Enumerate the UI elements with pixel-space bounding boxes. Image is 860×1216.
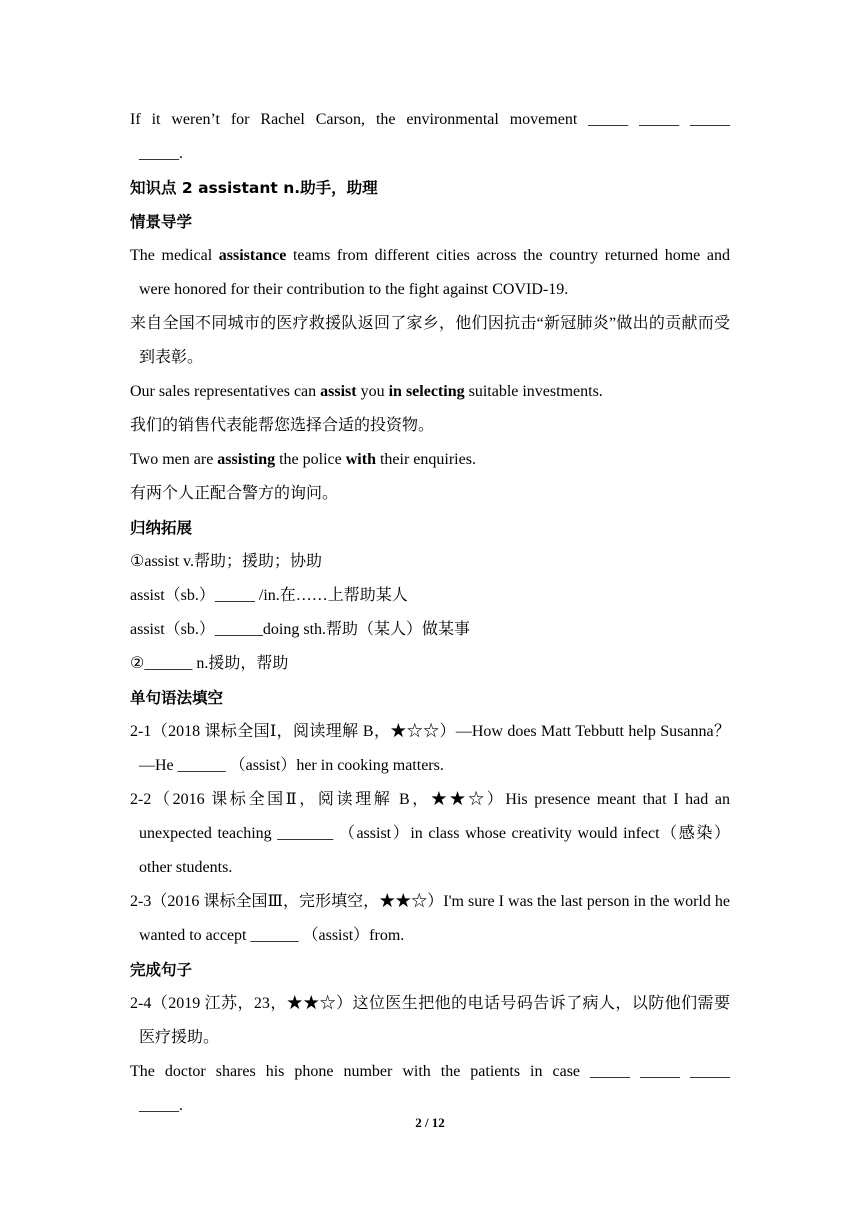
page-content xyxy=(130,103,730,1123)
question-2-2: 2-2（2016 课标全国Ⅱ，阅读理解 B，★★☆）His presence meant that I had an unexpected teaching _______ （assist）in class whose creativity would infect（感染）other students. xyxy=(130,791,730,876)
example-translation-1: 来自全国不同城市的医疗救援队返回了家乡，他们因抗击“新冠肺炎”做出的贡献而受到表彰。 xyxy=(130,315,730,366)
summary-item: ②______ n.援助，帮助 xyxy=(130,655,289,672)
section-heading-complete: 完成句子 xyxy=(130,961,193,979)
example-sentence-2: Our sales representatives can assist you in selecting suitable investments. xyxy=(130,383,603,400)
example-sentence-1: The medical assistance teams from different cities across the country returned home and were honored for their contribution to the fight against COVID-19. xyxy=(130,247,730,298)
summary-item: assist（sb.）_____ /in.在……上帮助某人 xyxy=(130,587,408,604)
question-2-1: 2-1（2018 课标全国Ⅰ，阅读理解 B，★☆☆）—How does Matt Tebbutt help Susanna？—He ______ （assist）her in cooking matters. xyxy=(130,723,730,774)
keyword: assistance xyxy=(218,247,287,264)
keyword: in selecting xyxy=(388,383,465,400)
sentence-fill-line-end: _____. xyxy=(139,145,183,162)
keyword: assisting xyxy=(217,451,276,468)
example-translation-3: 有两个人正配合警方的询问。 xyxy=(130,485,339,502)
question-2-4-line-end: _____. xyxy=(139,1097,183,1114)
page-number: 2 / 12 xyxy=(415,1115,445,1130)
example-translation-2: 我们的销售代表能帮您选择合适的投资物。 xyxy=(130,417,435,434)
summary-item: ①assist v.帮助；援助；协助 xyxy=(130,553,322,570)
question-2-4-line: The doctor shares his phone number with the patients in case _____ _____ _____ xyxy=(130,1063,730,1080)
keyword: assist xyxy=(320,383,357,400)
knowledge-point-title: 知识点 2 assistant n.助手，助理 xyxy=(130,179,378,197)
question-2-4-prompt: 2-4（2019 江苏，23，★★☆）这位医生把他的电话号码告诉了病人，以防他们需要医疗援助。 xyxy=(130,995,730,1046)
section-heading-scene: 情景导学 xyxy=(130,213,193,231)
section-heading-fill: 单句语法填空 xyxy=(130,689,224,707)
example-sentence-3: Two men are assisting the police with their enquiries. xyxy=(130,451,476,468)
section-heading-summary: 归纳拓展 xyxy=(130,519,193,537)
keyword: with xyxy=(345,451,376,468)
sentence-fill-line: If it weren’t for Rachel Carson, the environmental movement _____ _____ _____ xyxy=(130,111,730,128)
question-2-3: 2-3（2016 课标全国Ⅲ，完形填空，★★☆）I'm sure I was the last person in the world he wanted to accept ______ （assist）from. xyxy=(130,893,730,944)
summary-item: assist（sb.）______doing sth.帮助（某人）做某事 xyxy=(130,621,471,638)
